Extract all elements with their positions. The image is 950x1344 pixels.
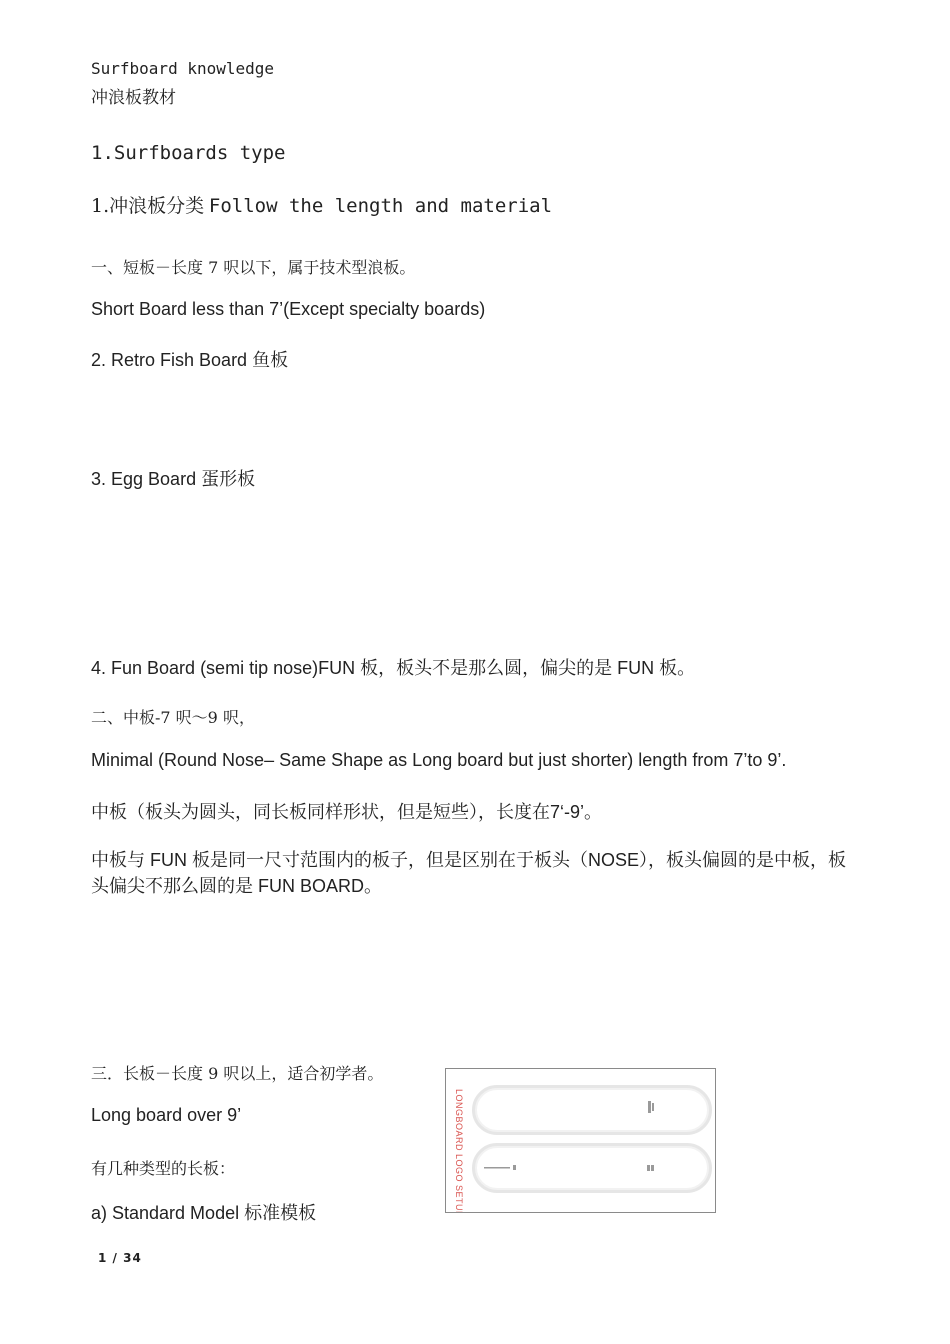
retro-fish-board: 2. Retro Fish Board 鱼板 [91, 350, 289, 370]
section-heading-en: 1.Surfboards type [91, 142, 286, 164]
short-board-cn: 一、短板－长度 7 呎以下，属于技术型浪板。 [91, 258, 416, 277]
longboard-logo-setup-image [445, 1068, 716, 1213]
section-heading-cn [91, 191, 552, 218]
doc-title-en: Surfboard knowledge [91, 59, 275, 78]
logo-mark-top [648, 1101, 654, 1113]
long-board-cn: 三．长板－长度 9 呎以上，适合初学者。 [91, 1064, 384, 1083]
short-board-en: Short Board less than 7’(Except specialty boards) [91, 299, 486, 319]
longboard-top-outline [474, 1087, 710, 1133]
doc-title-cn: 冲浪板教材 [91, 88, 176, 108]
page-number: 1 / 34 [98, 1251, 142, 1265]
mid-board-desc: 中板（板头为圆头，同长板同样形状，但是短些），长度在7‘-9’。 [91, 802, 603, 822]
standard-model: a) Standard Model 标准模板 [91, 1203, 317, 1223]
egg-board: 3. Egg Board 蛋形板 [91, 469, 256, 489]
long-board-types: 有几种类型的长板： [91, 1159, 236, 1178]
mid-board-compare-line2: 头偏尖不那么圆的是 FUN BOARD。 [91, 876, 383, 896]
long-board-en: Long board over 9’ [91, 1105, 242, 1125]
logo-mark-bottom [484, 1165, 654, 1171]
mid-board-cn: 二、中板-7 呎～9 呎， [91, 708, 255, 727]
section-heading-cn-prefix: 1.冲浪板分类 [91, 195, 205, 217]
longboard-diagram [446, 1069, 715, 1212]
mid-board-en: Minimal (Round Nose– Same Shape as Long board but just shorter) length from 7’to 9’. [91, 750, 787, 770]
fun-board: 4. Fun Board (semi tip nose)FUN 板，板头不是那么圆，偏尖的是 FUN 板。 [91, 658, 696, 678]
mid-board-compare-line1: 中板与 FUN 板是同一尺寸范围内的板子，但是区别在于板头（NOSE），板头偏圆的是中板，板 [91, 850, 847, 870]
figure-vertical-label: LONGBOARD LOGO SETUP [454, 1089, 464, 1212]
section-heading-cn-suffix: Follow the length and material [208, 195, 553, 217]
